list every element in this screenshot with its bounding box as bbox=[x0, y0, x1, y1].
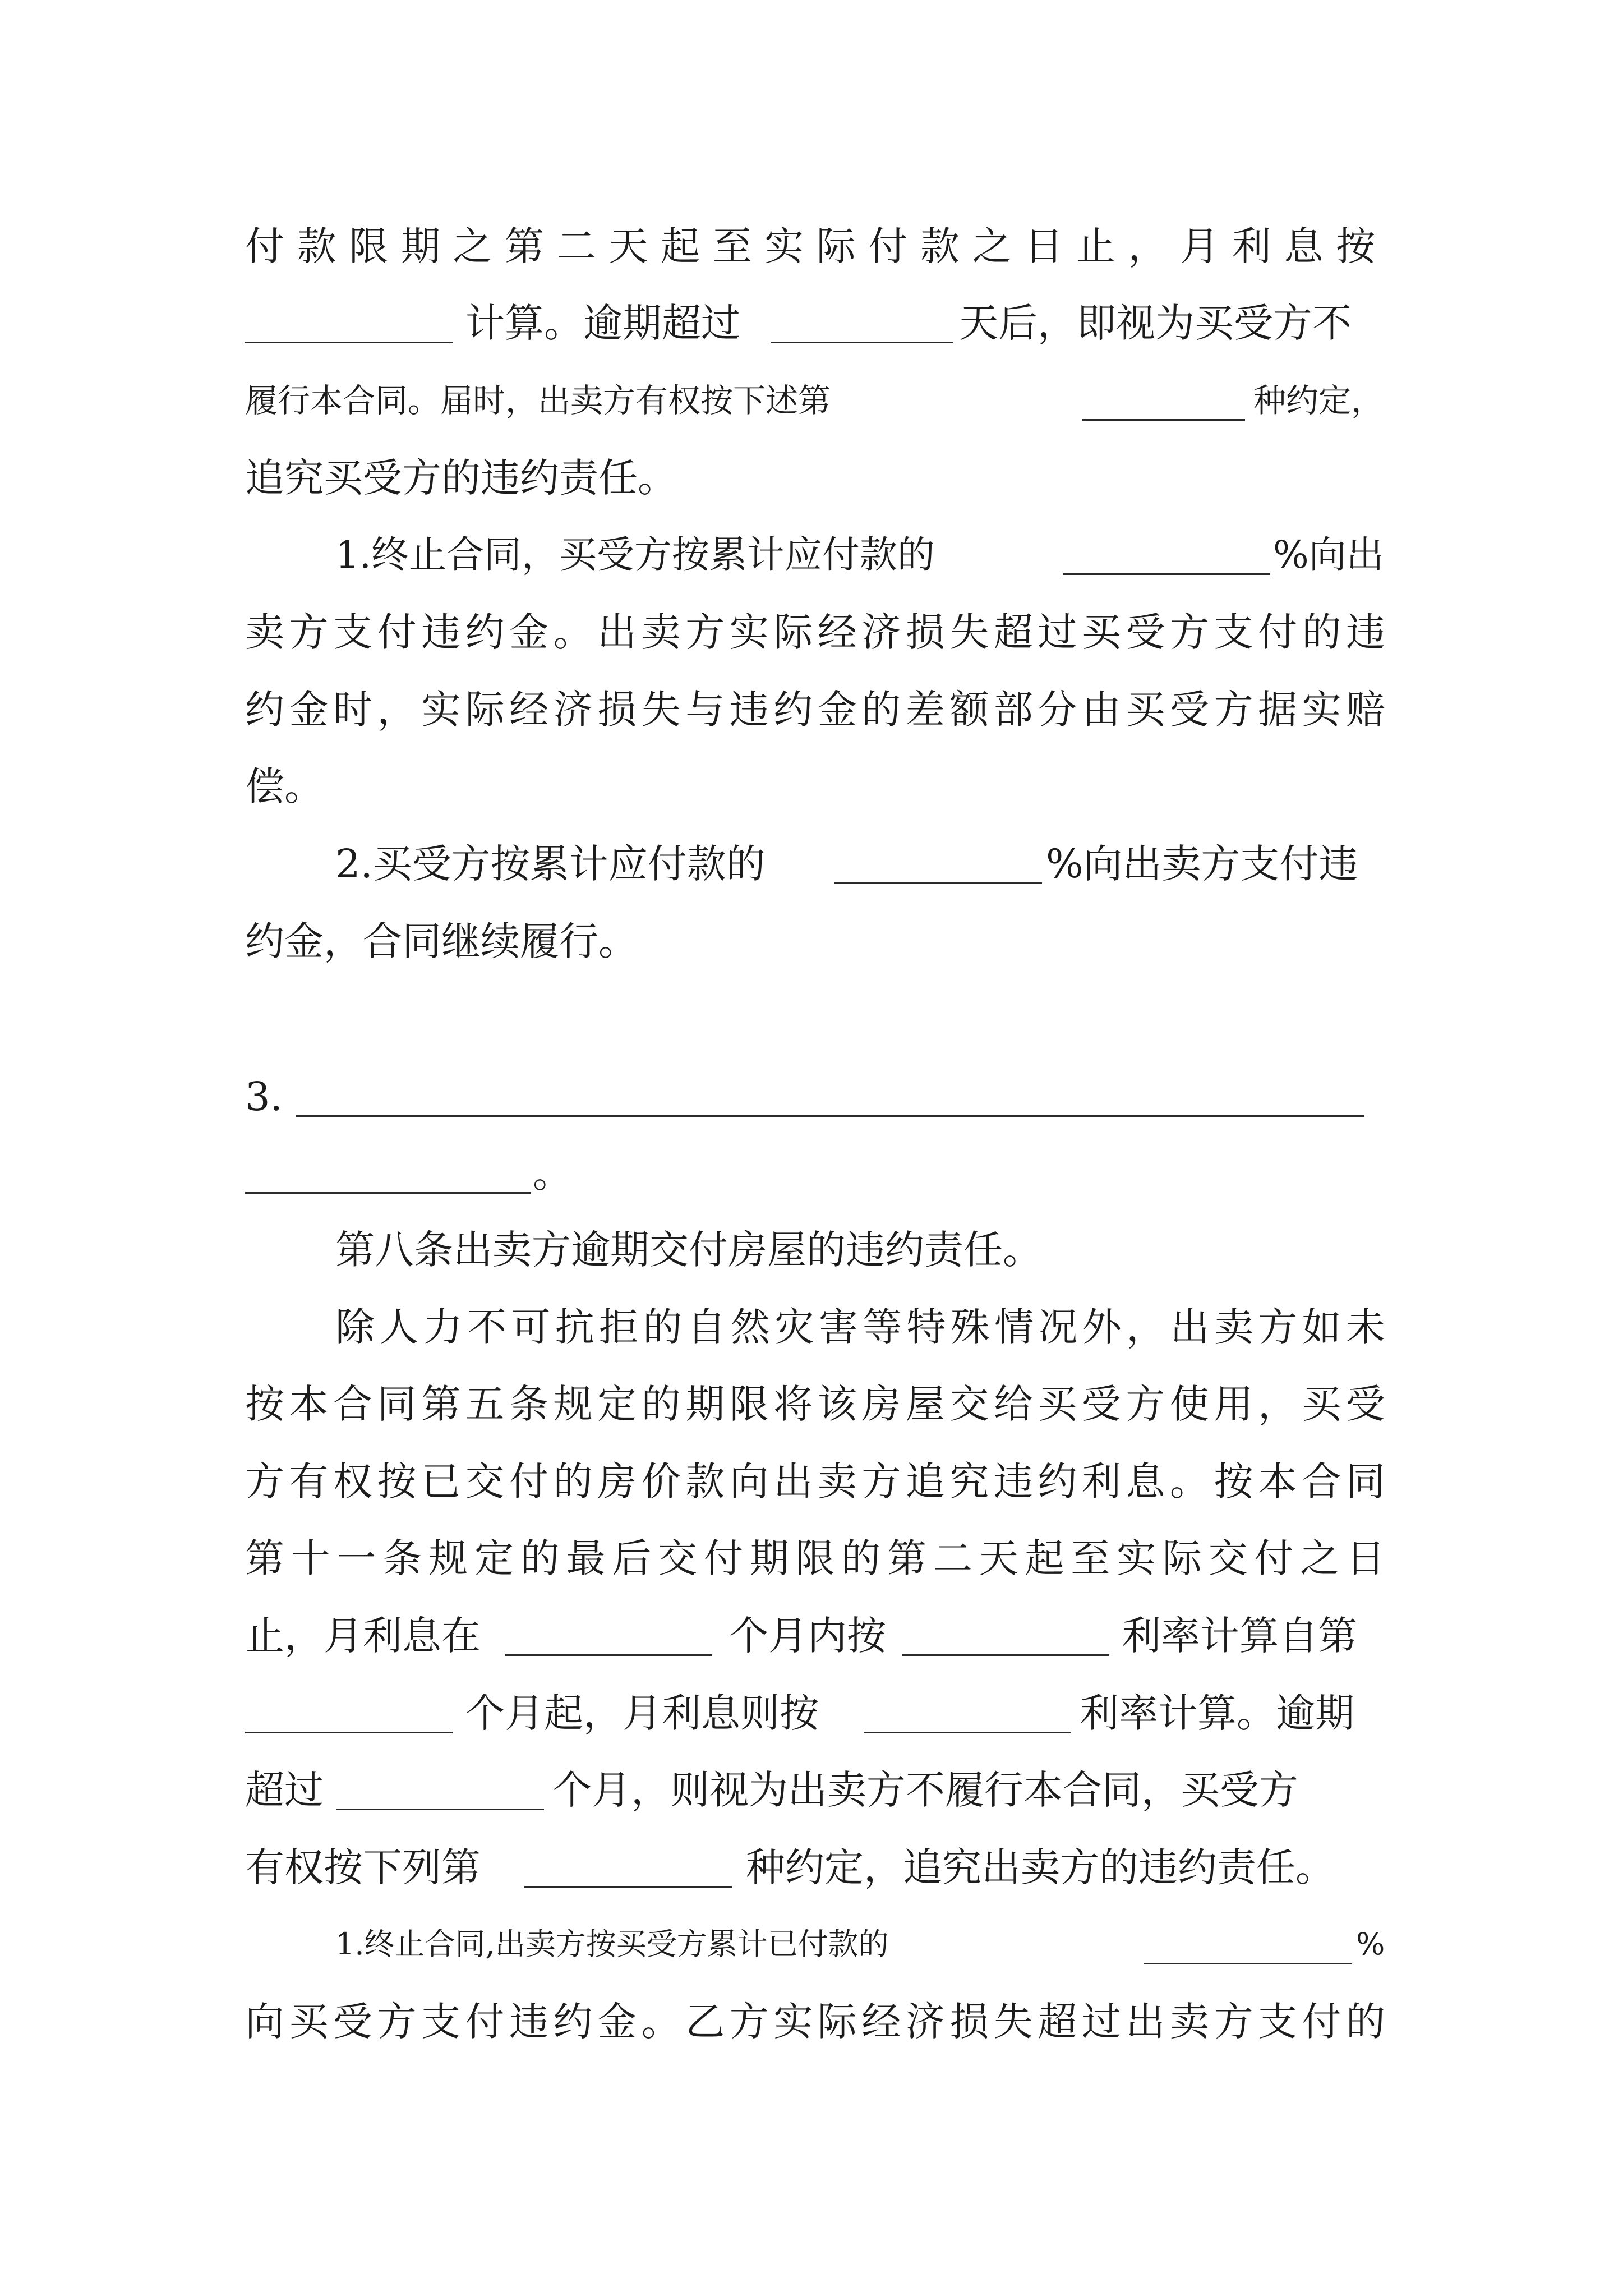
body-text: %向出卖方支付违 bbox=[1046, 841, 1358, 887]
fill-in-blank bbox=[834, 882, 1042, 884]
body-text: 1.终止合同,出卖方按买受方累计已付款的 bbox=[335, 1926, 889, 1962]
body-text: 种约定，追究出卖方的违约责任。 bbox=[746, 1844, 1335, 1890]
body-text: 除人力不可抗拒的自然灾害等特殊情况外，出卖方如未 bbox=[335, 1304, 1390, 1350]
fill-in-blank bbox=[245, 1192, 531, 1194]
body-text: 约金，合同继续履行。 bbox=[245, 918, 638, 964]
body-text: 有权按下列第 bbox=[245, 1844, 481, 1890]
body-text: 按本合同第五条规定的期限将该房屋交给买受方使用，买受 bbox=[245, 1381, 1390, 1427]
fill-in-blank bbox=[245, 342, 453, 343]
document-line bbox=[0, 1991, 1623, 2086]
body-text: 偿。 bbox=[245, 763, 324, 809]
body-text: 天后，即视为买受方不 bbox=[959, 300, 1352, 346]
body-text: 计算。逾期超过 bbox=[465, 300, 740, 346]
fill-in-blank bbox=[336, 1809, 544, 1810]
body-text: 付款限期之第二天起至实际付款之日止，月利息按 bbox=[245, 223, 1388, 269]
fill-in-blank bbox=[524, 1886, 732, 1888]
body-text: 第八条出卖方逾期交付房屋的违约责任。 bbox=[335, 1227, 1042, 1273]
body-text: 。 bbox=[533, 1151, 572, 1197]
fill-in-blank bbox=[296, 1115, 1364, 1117]
body-text: 约金时，实际经济损失与违约金的差额部分由买受方据实赔 bbox=[245, 687, 1390, 733]
body-text: 种约定， bbox=[1253, 381, 1384, 420]
body-text: 个月，则视为出卖方不履行本合同，买受方 bbox=[552, 1767, 1298, 1813]
body-text: %向出 bbox=[1273, 533, 1384, 577]
body-text: 履行本合同。届时，出卖方有权按下述第 bbox=[245, 381, 831, 420]
fill-in-blank bbox=[771, 342, 953, 343]
document-line bbox=[0, 910, 1623, 1006]
fill-in-blank bbox=[902, 1654, 1109, 1656]
body-text: 1.终止合同，买受方按累计应付款的 bbox=[335, 533, 935, 577]
body-text: 方有权按已交付的房价款向出卖方追究违约利息。按本合同 bbox=[245, 1458, 1390, 1504]
body-text: 个月起，月利息则按 bbox=[465, 1690, 819, 1736]
body-text: 利率计算。逾期 bbox=[1080, 1690, 1354, 1736]
body-text: 追究买受方的违约责任。 bbox=[245, 455, 677, 501]
body-text: 3. bbox=[245, 1074, 283, 1120]
body-text: 2.买受方按累计应付款的 bbox=[335, 841, 766, 887]
body-text: 个月内按 bbox=[729, 1613, 886, 1659]
body-text: 卖方支付违约金。出卖方实际经济损失超过买受方支付的违 bbox=[245, 609, 1390, 655]
fill-in-blank bbox=[1144, 1963, 1352, 1964]
body-text: 第十一条规定的最后交付期限的第二天起至实际交付之日 bbox=[245, 1535, 1392, 1581]
body-text: 止，月利息在 bbox=[245, 1613, 481, 1659]
body-text: 超过 bbox=[245, 1767, 324, 1813]
fill-in-blank bbox=[245, 1732, 453, 1733]
fill-in-blank bbox=[1082, 419, 1245, 421]
fill-in-blank bbox=[505, 1654, 712, 1656]
body-text: 向买受方支付违约金。乙方实际经济损失超过出卖方支付的 bbox=[245, 1999, 1390, 2045]
body-text: % bbox=[1356, 1926, 1385, 1962]
body-text: 利率计算自第 bbox=[1122, 1613, 1357, 1659]
fill-in-blank bbox=[1063, 573, 1270, 575]
fill-in-blank bbox=[864, 1732, 1071, 1733]
